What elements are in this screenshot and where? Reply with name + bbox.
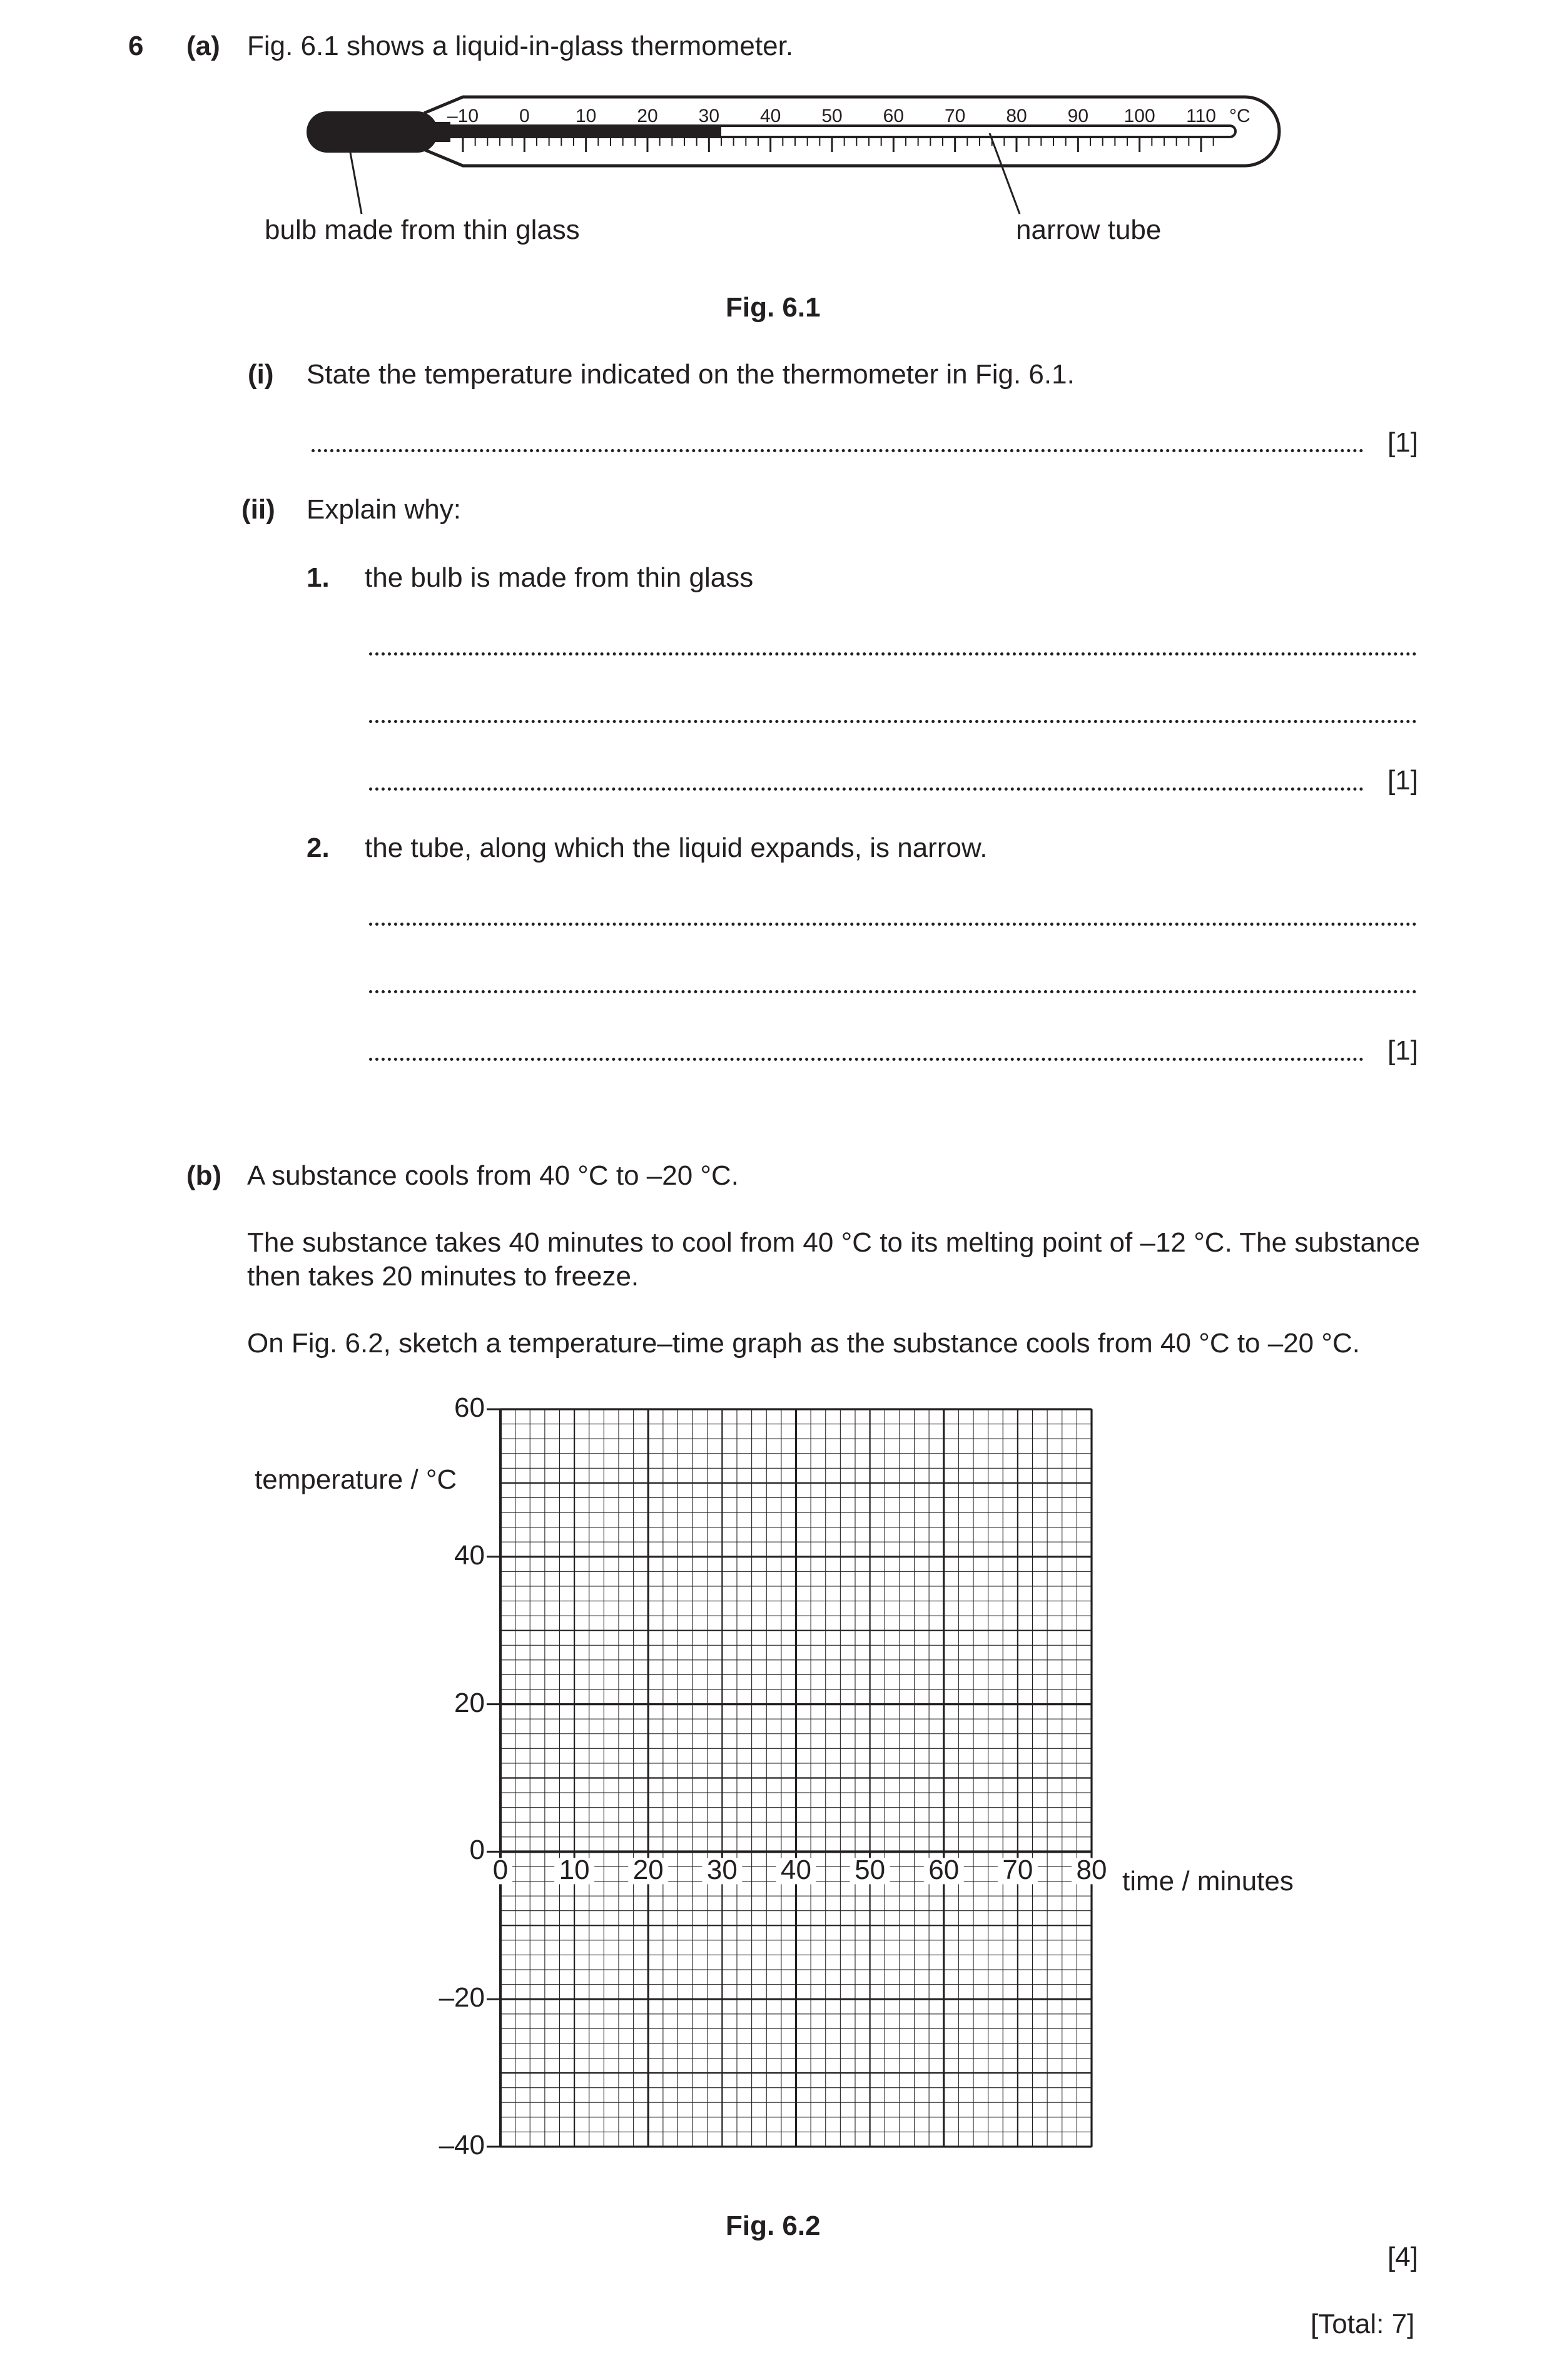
scale-label: 40 — [759, 106, 781, 126]
x-tick-label: 10 — [559, 1855, 590, 1886]
x-axis-label: time / minutes — [1122, 1866, 1294, 1896]
x-tick-label: 40 — [781, 1855, 811, 1886]
scale-label: 80 — [1006, 106, 1027, 126]
y-tick-label: 60 — [454, 1392, 485, 1423]
y-tick-label: –40 — [439, 2130, 485, 2160]
scale-label: 100 — [1123, 106, 1155, 126]
scale-label: 20 — [637, 106, 658, 126]
x-tick-label: 30 — [706, 1855, 738, 1886]
bulb-label: bulb made from thin glass — [265, 215, 580, 245]
item-1-label: 1. — [307, 562, 330, 593]
x-tick-label: 50 — [855, 1855, 886, 1886]
part-b-line1: A substance cools from 40 °C to –20 °C. — [247, 1160, 739, 1191]
y-axis-label: temperature / °C — [255, 1464, 457, 1495]
scale-label: 60 — [883, 106, 905, 126]
part-a-label: (a) — [186, 31, 220, 61]
mark-ii-2: [1] — [1387, 1035, 1418, 1066]
mark-ii-1: [1] — [1387, 765, 1418, 796]
scale-label: 30 — [698, 106, 720, 126]
fig-6-2-caption: Fig. 6.2 — [726, 2210, 821, 2241]
y-tick-label: –20 — [439, 1982, 485, 2013]
scale-label: 10 — [575, 106, 597, 126]
total-mark: [Total: 7] — [1311, 2309, 1415, 2339]
sub-ii-label: (ii) — [241, 494, 275, 525]
part-b-label: (b) — [186, 1160, 222, 1191]
sub-i-text: State the temperature indicated on the thermometer in Fig. 6.1. — [307, 359, 1075, 390]
x-tick-label: 0 — [492, 1855, 509, 1886]
scale-label: 110 — [1186, 106, 1216, 126]
tube-label: narrow tube — [1016, 215, 1162, 245]
item-2-text: the tube, along which the liquid expands, is narrow. — [365, 833, 988, 863]
x-tick-label: 70 — [1002, 1855, 1033, 1886]
mark-b: [4] — [1387, 2242, 1418, 2272]
item-1-text: the bulb is made from thin glass — [365, 562, 754, 593]
scale-label: –10 — [447, 106, 479, 126]
item-2-label: 2. — [307, 833, 330, 863]
scale-label: 90 — [1067, 106, 1089, 126]
sub-i-label: (i) — [248, 359, 274, 390]
scale-label: 0 — [519, 106, 530, 126]
part-a-intro: Fig. 6.1 shows a liquid-in-glass thermometer. — [247, 31, 794, 61]
x-tick-label: 80 — [1076, 1855, 1107, 1886]
scale-label: 50 — [821, 106, 843, 126]
sub-ii-text: Explain why: — [307, 494, 462, 525]
scale-label: 70 — [944, 106, 966, 126]
x-tick-label: 60 — [928, 1855, 960, 1886]
part-b-line3: On Fig. 6.2, sketch a temperature–time graph as the substance cools from 40 °C to –20 °C. — [247, 1328, 1360, 1359]
mark-i: [1] — [1387, 427, 1418, 458]
x-tick-label: 20 — [632, 1855, 664, 1886]
y-tick-label: 0 — [469, 1835, 485, 1866]
y-tick-label: 20 — [454, 1687, 485, 1718]
question-number: 6 — [128, 31, 144, 61]
fig-6-1-caption: Fig. 6.1 — [726, 292, 821, 323]
scale-unit: °C — [1229, 106, 1250, 126]
y-tick-label: 40 — [454, 1539, 485, 1571]
part-b-line2: The substance takes 40 minutes to cool from 40 °C to its melting point of –12 °C. The substance then takes 20 minutes to freeze. — [247, 1227, 1420, 1292]
